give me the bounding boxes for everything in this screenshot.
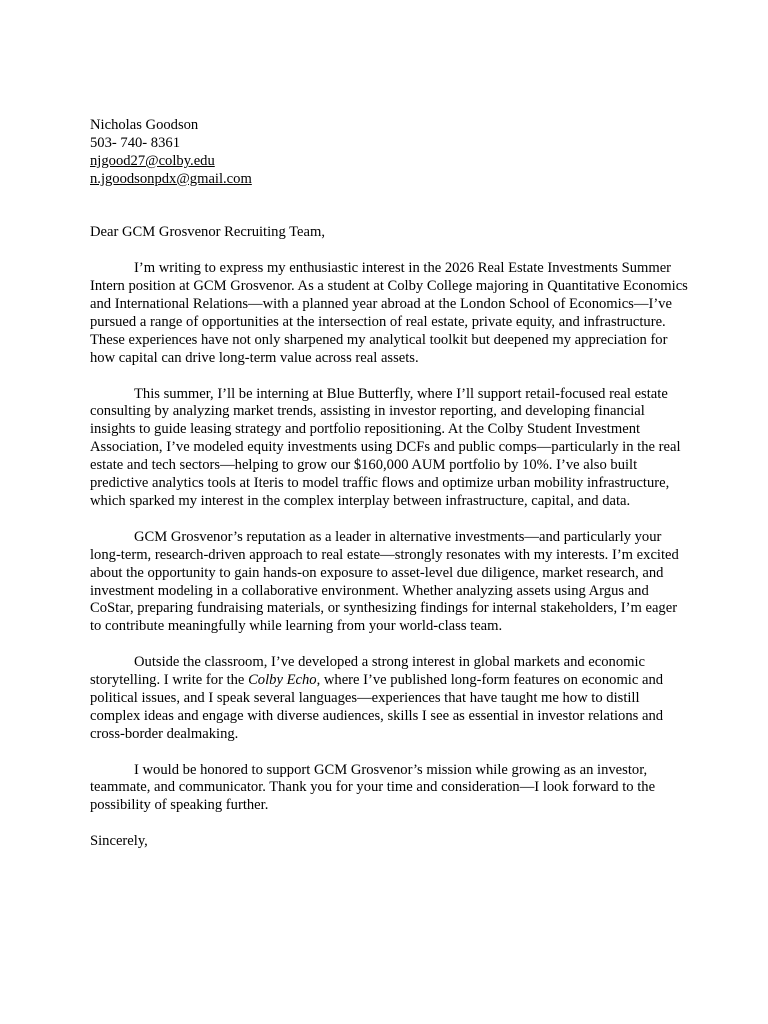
- publication-name: Colby Echo: [248, 672, 317, 689]
- paragraph-4-text-after: , where I’ve published long-form features on economic and political issues, and I speak several languages—experiences that have taught me how to distill complex ideas and engage with diverse audiences, skills I see as essential in investor relations and cross-border dealmaking.: [90, 672, 664, 742]
- paragraph-firm-interest: GCM Grosvenor’s reputation as a leader in alternative investments—and particularly your long-term, research-driven approach to real estate—strongly resonates with my interests. I’m excited about the opportunity to gain hands-on exposure to asset-level due diligence, market research, and investment modeling in a collaborative environment. Whether analyzing assets using Argus and CoStar, preparing fundraising materials, or synthesizing findings for internal stakeholders, I’m eager to contribute meaningfully while learning from your world-class team.: [90, 528, 679, 635]
- sender-name: Nicholas Goodson: [90, 117, 199, 133]
- paragraph-intro: I’m writing to express my enthusiastic interest in the 2026 Real Estate Investments Summer Intern position at GCM Grosvenor. As a student at Colby College majoring in Quantitative Economics and International Relations—with a planned year abroad at the London School of Economics—I’ve pursued a range of opportunities at the intersection of real estate, private equity, and infrastructure. These experiences have not only sharpened my analytical toolkit but deepened my appreciation for how capital can drive long-term value across real assets.: [90, 260, 688, 366]
- personal-email-link[interactable]: n.jgoodsonpdx@gmail.com: [90, 170, 252, 187]
- paragraph-outside-classroom: [90, 654, 690, 744]
- contact-block: [90, 117, 690, 189]
- school-email-link[interactable]: njgood27@colby.edu: [90, 152, 215, 169]
- paragraph-closing-remarks: I would be honored to support GCM Grosvenor’s mission while growing as an investor, teammate, and communicator. Thank you for your time and consideration—I look forward to the possibility of speaking further.: [90, 761, 656, 814]
- sender-phone: 503- 740- 8361: [90, 134, 180, 151]
- sign-off: Sincerely,: [90, 833, 148, 850]
- salutation: Dear GCM Grosvenor Recruiting Team,: [90, 224, 325, 241]
- cover-letter-page: [90, 117, 690, 851]
- paragraph-experience: This summer, I’ll be interning at Blue Butterfly, where I’ll support retail-focused real estate consulting by analyzing market trends, assisting in investor reporting, and developing financial insights to guide leasing strategy and portfolio repositioning. At the Colby Student Investment Association, I’ve modeled equity investments using DCFs and public comps—particularly in the real estate and tech sectors—helping to grow our $160,000 AUM portfolio by 10%. I’ve also built predictive analytics tools at Iteris to model traffic flows and optimize urban mobility infrastructure, which sparked my interest in the complex interplay between infrastructure, capital, and data.: [90, 385, 681, 509]
- paragraph-4-text-before: Outside the classroom, I’ve developed a strong interest in global markets and economic storytelling. I write for the: [90, 654, 646, 689]
